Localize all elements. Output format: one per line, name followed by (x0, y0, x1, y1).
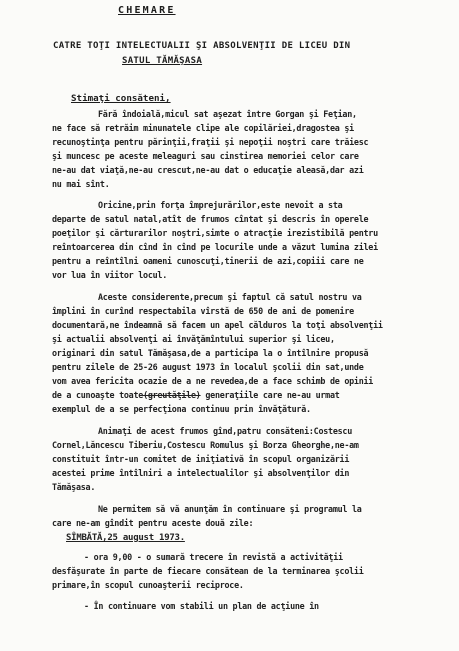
bullet-line: - În continuare vom stabili un plan de acţiune în (84, 601, 319, 611)
bullet-line: - ora 9,00 - o sumară trecere în revistă a activităţii (84, 552, 343, 562)
p1-line: Fără îndoială,micul sat aşezat între Gorgan şi Feţian, (98, 109, 357, 119)
date-heading: SÎMBĂTĂ,25 august 1973. (66, 533, 185, 543)
p3-line: împlini în curînd respectabila vîrstă de 650 de ani de pomenire (52, 306, 354, 316)
heading-line-2: SATUL TĂMĂŞASA (122, 56, 203, 66)
p3-line-end: generaţiile care ne-au urmat (200, 390, 340, 400)
p3-line: originari din satul Tămăşasa,de a participa la o întîlnire propusă (52, 348, 369, 358)
p3-line: exemplul de a se perfecţiona continuu prin învăţătură. (52, 404, 311, 414)
p3-line: şi actualii absolvenţi ai învăţămîntului superior şi liceu, (52, 334, 335, 344)
p2-line: departe de satul natal,atît de frumos cîntat şi descris în operele (52, 214, 369, 224)
p3-line: documentară,ne îndeamnă să facem un apel călduros la toţi absolvenţii (52, 320, 383, 330)
p3-line: Aceste considerente,precum şi faptul că satul nostru va (98, 292, 362, 302)
p5-line: Ne permitem să vă anunţăm în continuare şi programul la (98, 504, 362, 514)
p4-line: Cornel,Lăncescu Tiberiu,Costescu Romulus şi Borza Gheorghe,ne-am (52, 440, 359, 450)
p4-line: constituit într-un comitet de iniţiativă în scopul organizării (52, 454, 350, 464)
p2-line: reîntoarcerea din cînd în cînd pe locurile unde a văzut lumina zilei (52, 242, 378, 252)
p3-line: pentru zilele de 25-26 august 1973 în localul şcolii din sat,unde (52, 362, 364, 372)
p2-line: pentru a reîntîlni oameni cunoscuţi,tinerii de azi,copiii care ne (52, 256, 364, 266)
p3-line (52, 390, 340, 401)
heading-line-1: CATRE TOŢI INTELECTUALII ŞI ABSOLVENŢII DE LICEU DIN (53, 41, 351, 51)
p2-line: vor lua în viitor locul. (52, 270, 168, 280)
p4-line: Tămăşasa. (52, 482, 96, 492)
p1-line: ne-au dat viaţă,ne-au crescut,ne-au dat o educaţie aleasă,dar azi (52, 165, 364, 175)
p3-line-start: de a cunoaşte toate (52, 390, 144, 400)
p4-line: Animaţi de acest frumos gînd,patru consăteni:Costescu (98, 426, 352, 436)
salutation: Stimaţi consăteni, (71, 93, 171, 104)
bullet-line: primare,în scopul cunoaşterii reciproce. (52, 580, 244, 590)
p1-line: şi muncesc pe aceste meleaguri sau cinstirea memoriei celor care (52, 151, 359, 161)
p2-line: Oricine,prin forţa împrejurărilor,este nevoit a sta (98, 200, 343, 210)
p1-line: recunoştinţa pentru părinţii,fraţii şi nepoţii noştri care trăiesc (52, 137, 369, 147)
document-title: CHEMARE (118, 5, 176, 16)
p3-line: vom avea fericita ocazie de a ne revedea,de a face schimb de opinii (52, 376, 374, 386)
p1-line: nu mai sînt. (52, 179, 110, 189)
p4-line: acestei prime întîlniri a intelectualilor şi absolvenţilor din (52, 468, 350, 478)
struck-word: (greutăţile) (143, 390, 201, 400)
bullet-line: desfăşurate în parte de fiecare consătean de la terminarea şcolii (52, 566, 364, 576)
p5-line: care ne-am gîndit pentru aceste două zile: (52, 518, 254, 528)
p1-line: ne face să retrăim minunatele clipe ale copilăriei,dragostea şi (52, 123, 354, 133)
p2-line: poeţilor şi cărturarilor noştri,simte o atracţie irezistibilă pentru (52, 228, 378, 238)
